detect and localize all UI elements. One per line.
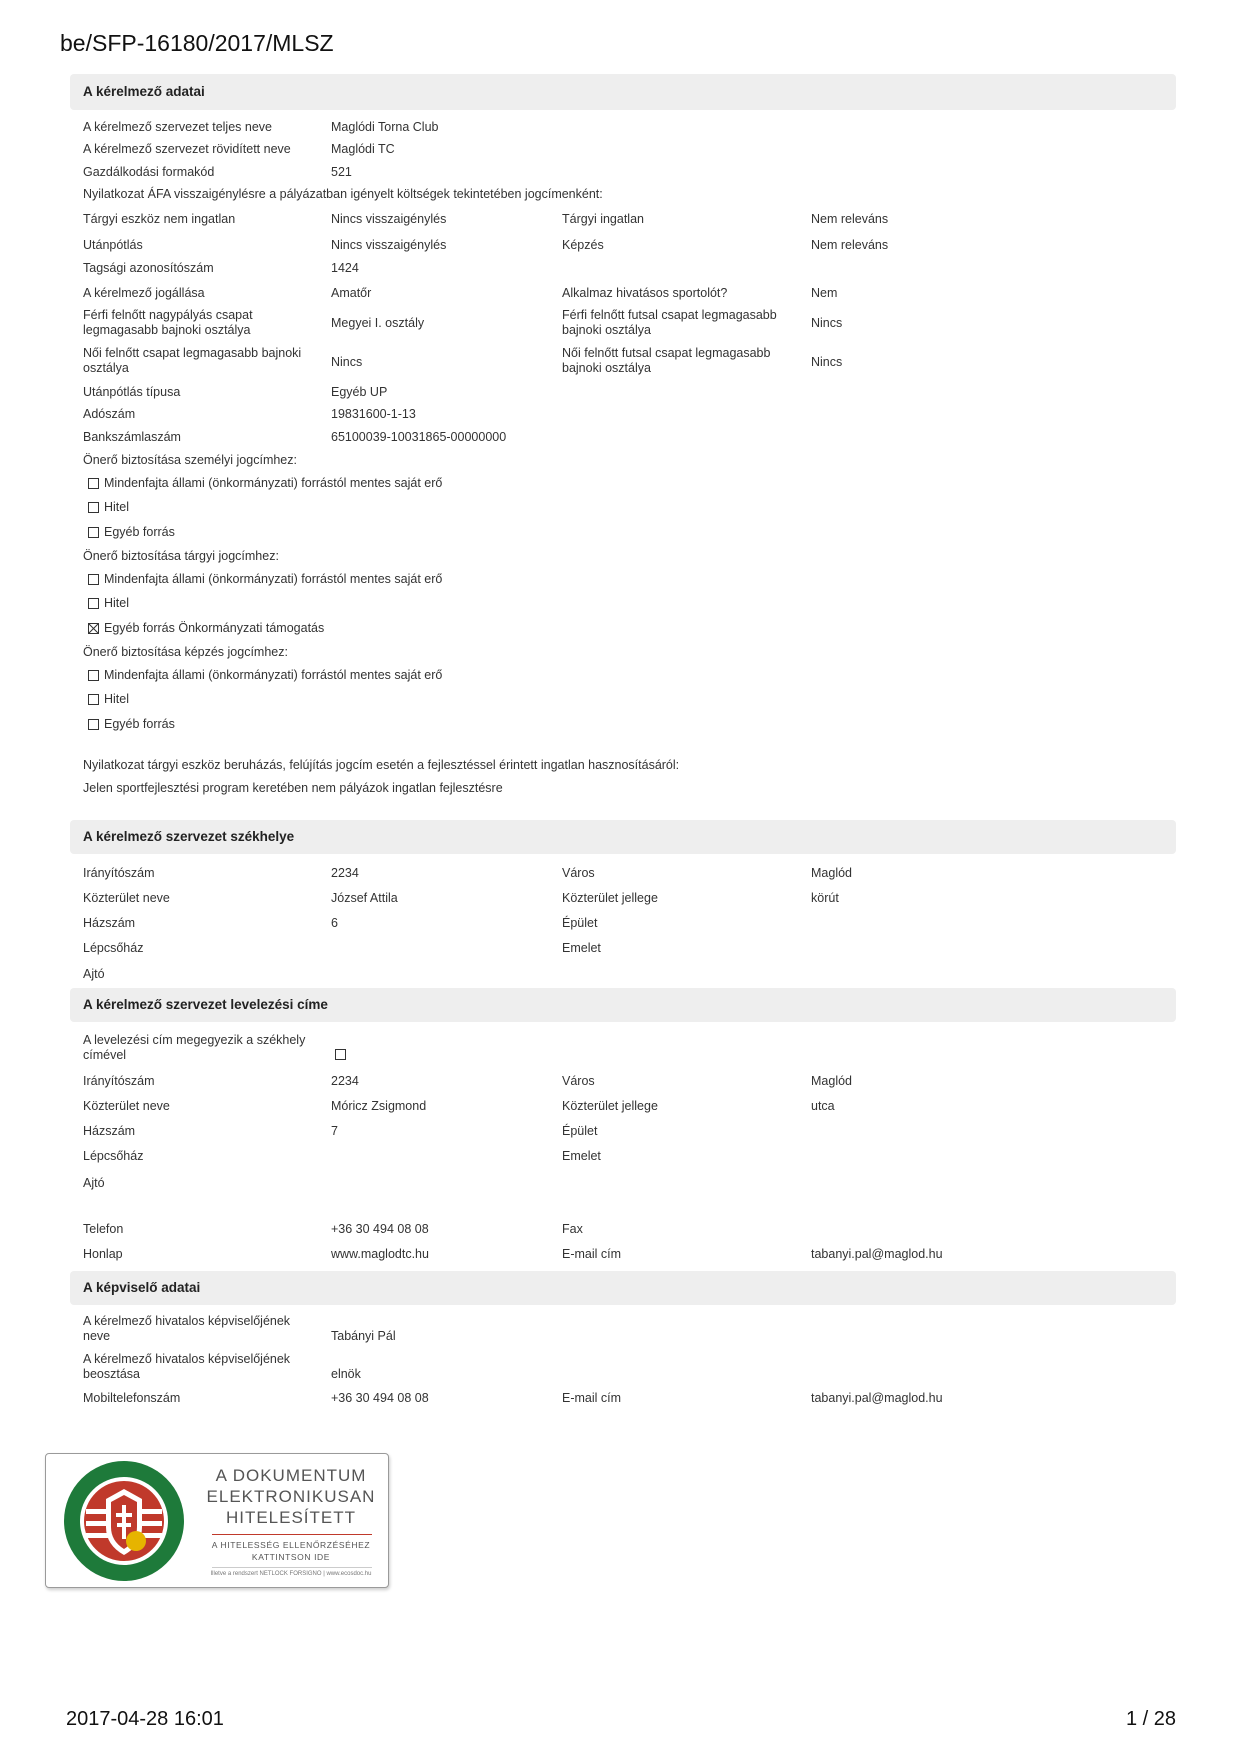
own-personal-other-label: Egyéb forrás: [104, 525, 175, 539]
label-status: A kérelmező jogállása: [83, 286, 205, 300]
value-realestate: Nem releváns: [811, 212, 889, 226]
seat-house-value: 6: [331, 916, 338, 930]
fax-label: Fax: [562, 1222, 583, 1236]
rep-mobile-value: +36 30 494 08 08: [331, 1391, 429, 1405]
mail-floor-label: Emelet: [562, 1149, 601, 1163]
mail-street-label: Közterület neve: [83, 1099, 170, 1113]
property-value: Jelen sportfejlesztési program keretében nem pályázok ingatlan fejlesztésre: [83, 781, 503, 795]
value-youth: Nincs visszaigénylés: [331, 238, 447, 252]
label-member-id: Tagsági azonosítószám: [83, 261, 214, 275]
label-short-name: A kérelmező szervezet rövidített neve: [83, 142, 291, 156]
section-header-mailing: A kérelmező szervezet levelezési címe: [70, 988, 1176, 1022]
rep-name-value: Tabányi Pál: [331, 1329, 396, 1343]
own-training-own-checkbox[interactable]: [88, 670, 99, 681]
seat-stair-label: Lépcsőház: [83, 941, 144, 955]
stamp-line-1: A DOKUMENTUM: [215, 1466, 367, 1485]
seat-city-value: Maglód: [811, 866, 852, 880]
authentication-stamp[interactable]: [45, 1453, 389, 1588]
value-men-team: Megyei I. osztály: [331, 316, 425, 330]
stamp-divider: [212, 1534, 372, 1535]
seat-city-label: Város: [562, 866, 595, 880]
web-value[interactable]: www.maglodtc.hu: [331, 1247, 429, 1261]
web-label: Honlap: [83, 1247, 123, 1261]
label-youth: Utánpótlás: [83, 238, 143, 252]
value-bank: 65100039-10031865-00000000: [331, 430, 507, 444]
value-full-name: Maglódi Torna Club: [331, 120, 439, 134]
value-training: Nem releváns: [811, 238, 889, 252]
vat-statement: Nyilatkozat ÁFA visszaigénylésre a pályázatban igényelt költségek tekintetében jogcímenként:: [83, 187, 603, 201]
rep-role-value: elnök: [331, 1367, 361, 1381]
own-training-other-label: Egyéb forrás: [104, 717, 175, 731]
own-asset-other-checkbox[interactable]: [88, 623, 99, 634]
phone-label: Telefon: [83, 1222, 124, 1236]
section-header-applicant: A kérelmező adatai: [70, 74, 1176, 110]
rep-email-label: E-mail cím: [562, 1391, 622, 1405]
seat-street-value: József Attila: [331, 891, 398, 905]
section-header-rep: A képviselő adatai: [70, 1271, 1176, 1305]
own-training-credit-checkbox[interactable]: [88, 694, 99, 705]
label-women-team: Női felnőtt csapat legmagasabb bajnoki osztálya: [83, 346, 302, 375]
seat-floor-label: Emelet: [562, 941, 601, 955]
stamp-line-3: HITELESÍTETT: [225, 1508, 357, 1527]
mailing-same-label: A levelezési cím megegyezik a székhely címével: [83, 1033, 306, 1062]
seat-house-label: Házszám: [83, 916, 136, 930]
footer-page-number: 1 / 28: [1126, 1708, 1177, 1730]
email-label: E-mail cím: [562, 1247, 622, 1261]
seat-door-label: Ajtó: [83, 967, 105, 981]
value-youth-type: Egyéb UP: [331, 385, 388, 399]
mail-city-value: Maglód: [811, 1074, 852, 1088]
own-asset-other-label: Egyéb forrás Önkormányzati támogatás: [104, 621, 325, 635]
mail-street-type-value: utca: [811, 1099, 835, 1113]
mlsz-seal-icon: [62, 1459, 186, 1583]
mail-house-value: 7: [331, 1124, 338, 1138]
value-status: Amatőr: [331, 286, 372, 300]
rep-email-value[interactable]: tabanyi.pal@maglod.hu: [811, 1391, 943, 1405]
own-personal-other-checkbox[interactable]: [88, 527, 99, 538]
value-pro: Nem: [811, 286, 838, 300]
mail-city-label: Város: [562, 1074, 595, 1088]
value-member-id: 1424: [331, 261, 359, 275]
own-training-own-label: Mindenfajta állami (önkormányzati) forrástól mentes saját erő: [104, 668, 443, 682]
value-tax: 19831600-1-13: [331, 407, 416, 421]
label-realestate: Tárgyi ingatlan: [562, 212, 644, 226]
phone-value: +36 30 494 08 08: [331, 1222, 429, 1236]
label-men-team: Férfi felnőtt nagypályás csapat legmagasabb bajnoki osztálya: [83, 308, 253, 337]
mailing-same-checkbox[interactable]: [335, 1049, 346, 1060]
mail-building-label: Épület: [562, 1124, 598, 1138]
label-men-futsal: Férfi felnőtt futsal csapat legmagasabb bajnoki osztálya: [562, 308, 777, 337]
label-training: Képzés: [562, 238, 604, 252]
rep-name-label: A kérelmező hivatalos képviselőjének neve: [83, 1314, 291, 1343]
stamp-sub-2: KATTINTSON IDE: [251, 1552, 331, 1562]
seat-street-label: Közterület neve: [83, 891, 170, 905]
stamp-footer-text: Illetve a rendszert NETLOCK FORSIGNO | www.ecosdoc.hu: [210, 1571, 372, 1577]
stamp-line-2: ELEKTRONIKUSAN: [206, 1487, 376, 1506]
label-pro: Alkalmaz hivatásos sportolót?: [562, 286, 728, 300]
footer-date: 2017-04-28 16:01: [66, 1708, 224, 1730]
label-asset: Tárgyi eszköz nem ingatlan: [83, 212, 236, 226]
own-training-label: Önerő biztosítása képzés jogcímhez:: [83, 645, 288, 659]
own-training-credit-label: Hitel: [104, 692, 130, 706]
own-asset-own-label: Mindenfajta állami (önkormányzati) forrástól mentes saját erő: [104, 572, 443, 586]
value-short-name: Maglódi TC: [331, 142, 395, 156]
own-personal-own-label: Mindenfajta állami (önkormányzati) forrástól mentes saját erő: [104, 476, 443, 490]
own-personal-credit-checkbox[interactable]: [88, 502, 99, 513]
seat-zip-value: 2234: [331, 866, 359, 880]
own-asset-credit-label: Hitel: [104, 596, 130, 610]
mail-door-label: Ajtó: [83, 1176, 105, 1190]
own-asset-label: Önerő biztosítása tárgyi jogcímhez:: [83, 549, 279, 563]
value-econ-code: 521: [331, 165, 352, 179]
own-asset-credit-checkbox[interactable]: [88, 598, 99, 609]
label-full-name: A kérelmező szervezet teljes neve: [83, 120, 272, 134]
mail-stair-label: Lépcsőház: [83, 1149, 144, 1163]
rep-mobile-label: Mobiltelefonszám: [83, 1391, 181, 1405]
stamp-sub-1: A HITELESSÉG ELLENŐRZÉSÉHEZ: [211, 1540, 371, 1550]
seat-street-type-value: körút: [811, 891, 839, 905]
own-personal-label: Önerő biztosítása személyi jogcímhez:: [83, 453, 297, 467]
own-training-other-checkbox[interactable]: [88, 719, 99, 730]
value-women-team: Nincs: [331, 355, 363, 369]
stamp-divider-bottom: [212, 1567, 372, 1568]
mail-zip-label: Irányítószám: [83, 1074, 155, 1088]
rep-role-label: A kérelmező hivatalos képviselőjének beosztása: [83, 1352, 291, 1381]
mail-house-label: Házszám: [83, 1124, 136, 1138]
property-statement: Nyilatkozat tárgyi eszköz beruházás, felújítás jogcím esetén a fejlesztéssel érintett ingatlan hasznosításáról:: [83, 758, 680, 772]
section-header-seat: A kérelmező szervezet székhelye: [70, 820, 1176, 854]
mail-zip-value: 2234: [331, 1074, 359, 1088]
mail-street-value: Móricz Zsigmond: [331, 1099, 427, 1113]
seat-zip-label: Irányítószám: [83, 866, 155, 880]
own-personal-credit-label: Hitel: [104, 500, 130, 514]
mail-street-type-label: Közterület jellege: [562, 1099, 658, 1113]
label-bank: Bankszámlaszám: [83, 430, 181, 444]
label-tax: Adószám: [83, 407, 136, 421]
value-asset: Nincs visszaigénylés: [331, 212, 447, 226]
label-econ-code: Gazdálkodási formakód: [83, 165, 215, 179]
value-men-futsal: Nincs: [811, 316, 843, 330]
seat-building-label: Épület: [562, 916, 598, 930]
email-value[interactable]: tabanyi.pal@maglod.hu: [811, 1247, 943, 1261]
value-women-futsal: Nincs: [811, 355, 843, 369]
label-women-futsal: Női felnőtt futsal csapat legmagasabb bajnoki osztálya: [562, 346, 771, 375]
document-id: be/SFP-16180/2017/MLSZ: [60, 30, 334, 56]
label-youth-type: Utánpótlás típusa: [83, 385, 181, 399]
own-personal-own-checkbox[interactable]: [88, 478, 99, 489]
own-asset-own-checkbox[interactable]: [88, 574, 99, 585]
seat-street-type-label: Közterület jellege: [562, 891, 658, 905]
